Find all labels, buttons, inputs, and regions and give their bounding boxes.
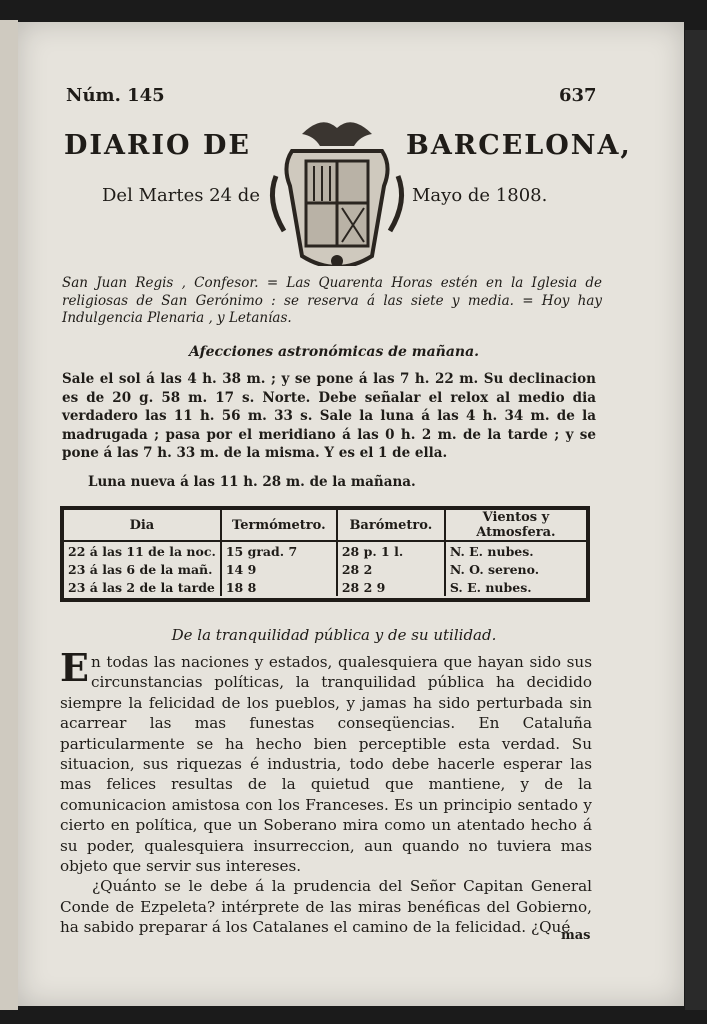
page-edge-left (0, 20, 18, 1010)
article-paragraph: ¿Quánto se le debe á la prudencia del Señor Capitan General Conde de Ezpeleta? intérprete de las miras benéficas del Gobierno, ha sabido preparar á los Catalanes el camino de la felicidad. ¿Qué (60, 877, 592, 937)
cell-thermometer: 14 9 (221, 560, 337, 578)
cell-winds: N. E. nubes. (449, 543, 534, 559)
weather-table-frame (60, 506, 590, 602)
issue-date-left: Del Martes 24 de (102, 185, 260, 206)
catchword: mas (561, 928, 591, 943)
issue-date-right: Mayo de 1808. (412, 185, 548, 206)
paragraph-text: n todas las naciones y estados, qualesquiera que hayan sido sus circunstancias políticas, la tranquilidad pública ha decidido siempre la felicidad de los pueblos, y jamas ha sido perturbada sin acarrear las mas funestas conseqüencias. En Cataluña particularmente se ha hecho bien perceptible esta verdad. Su situacion, sus riquezas é industria, todo debe hacerle esperar las mas felices resultas de la quietud que mantiene, y de la comunicacion amistosa con los Franceses. Es un principio sentado y cierto en política, que un Soberano mira como un atentado hecho á su poder, qualesquiera insurreccion, aun quando no tuviera mas objeto que servir sus intereses. (60, 653, 592, 876)
cell-day: 23 á las 6 de la mañ. (64, 560, 221, 578)
astronomy-heading: Afecciones astronómicas de mañana. (188, 344, 480, 360)
table-row (64, 541, 586, 560)
moon-phase-note: Luna nueva á las 11 h. 28 m. de la mañana. (88, 474, 416, 490)
cell-barometer: 28 p. 1 l. (337, 541, 445, 560)
article-body (60, 645, 592, 938)
saints-notice: San Juan Regis , Confesor. = Las Quarenta Horas estén en la Iglesia de religiosas de San Gerónimo : se reserva á las siete y media. = Hoy hay Indulgencia Plenaria , y Letanías. (62, 275, 602, 326)
newspaper-page (18, 22, 684, 1006)
masthead-title-left: DIARIO DE (64, 130, 251, 161)
header-day: Dia (64, 510, 221, 541)
table-row (64, 560, 586, 578)
coat-of-arms-emblem (262, 106, 412, 266)
weather-table (64, 510, 586, 596)
astronomy-body: Sale el sol á las 4 h. 38 m. ; y se pone á las 7 h. 22 m. Su declinacion es de 20 g. 58 m. 17 s. Norte. Debe señalar el relox al medio dia verdadero las 11 h. 56 m. 33 s. Sale la luna á las 4 h. 34 m. de la madrugada ; pasa por el meridiano á las 0 h. 2 m. de la tarde ; y se pone á las 7 h. 33 m. de la misma. Y es el 1 de ella. (62, 371, 596, 462)
cell-thermometer: 18 8 (221, 578, 337, 596)
cell-day: 22 á las 11 de la noc. (64, 541, 221, 560)
issue-number: Núm. 145 (66, 85, 165, 106)
page-edge-right (685, 30, 707, 1010)
cell-day: 23 á las 2 de la tarde (64, 578, 221, 596)
article-paragraph (60, 645, 592, 876)
cell-winds: N. O. sereno. (449, 561, 540, 577)
drop-cap: E (60, 645, 89, 690)
header-thermometer: Termómetro. (221, 510, 337, 541)
header-barometer: Barómetro. (337, 510, 445, 541)
cell-barometer: 28 2 9 (337, 578, 445, 596)
article-heading: De la tranquilidad pública y de su utilidad. (171, 626, 497, 644)
masthead-title-right: BARCELONA, (406, 130, 632, 161)
table-row (64, 578, 586, 596)
page-number: 637 (559, 85, 597, 106)
header-winds: Vientos y Atmosfera. (445, 510, 586, 541)
cell-thermometer: 15 grad. 7 (221, 541, 337, 560)
cell-barometer: 28 2 (337, 560, 445, 578)
cell-winds: S. E. nubes. (449, 579, 532, 595)
